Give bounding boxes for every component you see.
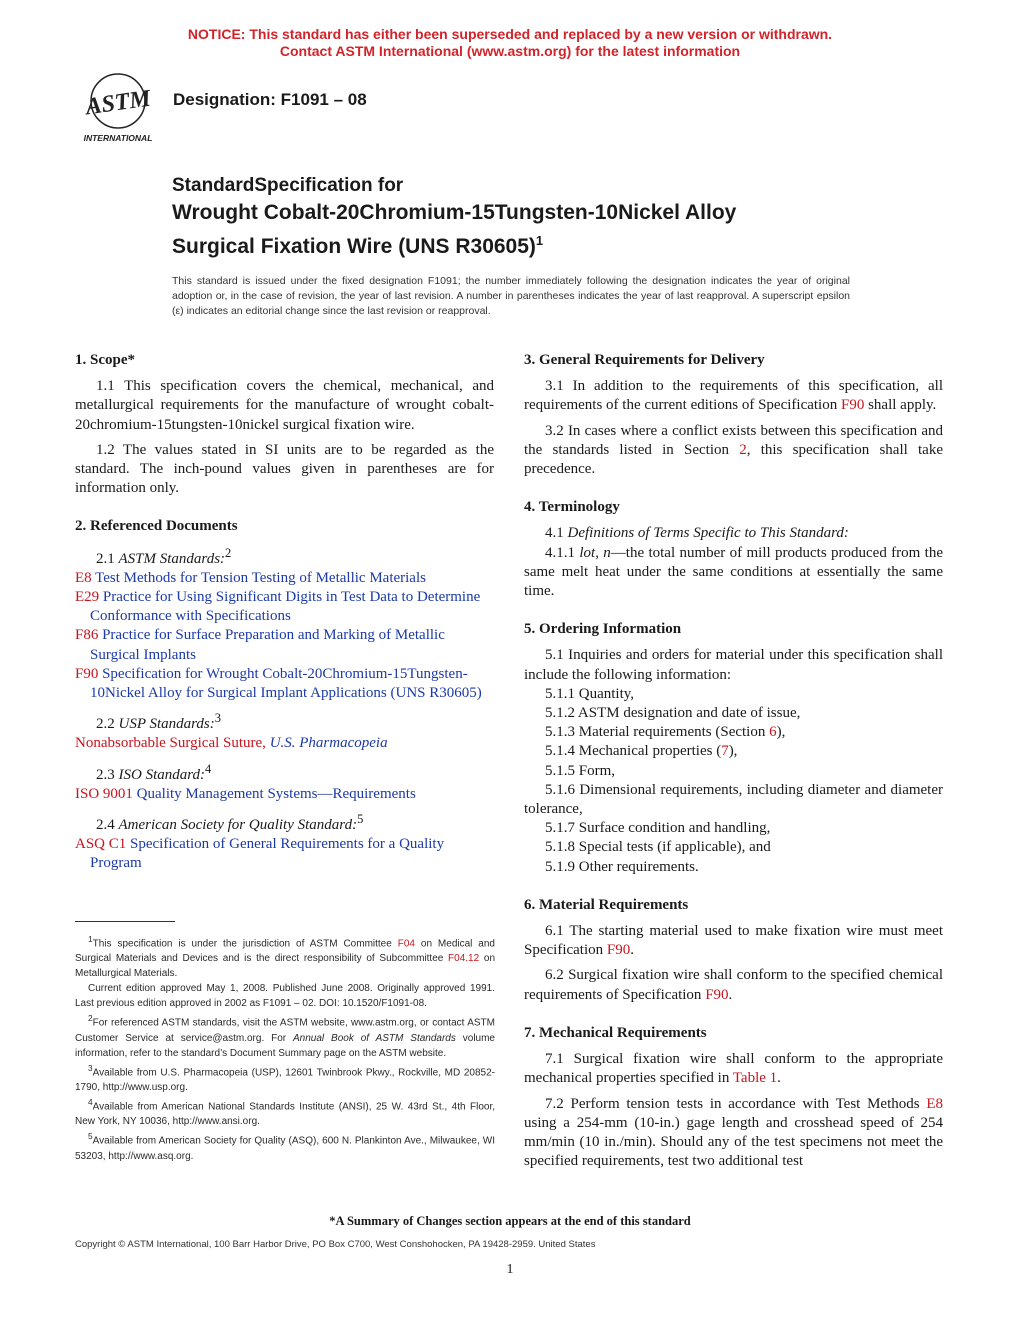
para-6-1 xyxy=(524,922,943,960)
ref-e8-title[interactable]: Test Methods for Tension Testing of Metallic Materials xyxy=(91,569,426,586)
para-6-2-text-b: . xyxy=(728,986,733,1003)
term-lot: lot, n xyxy=(579,544,611,561)
page-number: 1 xyxy=(506,1262,514,1277)
para-7-1-text-b: . xyxy=(777,1070,781,1087)
footnote-ref-5: 5 xyxy=(357,812,364,827)
item-5-1-3-text-a: 5.1.3 Material requirements (Section xyxy=(545,724,770,741)
item-5-1-7: 5.1.7 Surface condition and handling, xyxy=(545,820,771,837)
footnote-1 xyxy=(75,932,495,981)
ref-e29-title[interactable]: Practice for Using Significant Digits in Test Data to Determine Conformance with Specifications xyxy=(90,589,481,625)
ref-asq[interactable] xyxy=(75,835,494,873)
para-2-2 xyxy=(75,709,494,734)
summary-of-changes-note: *A Summary of Changes section appears at the end of this standard xyxy=(329,1214,691,1228)
para-4-1-1-number: 4.1.1 xyxy=(545,544,580,561)
link-f90-3-1[interactable]: F90 xyxy=(840,397,865,414)
ref-asq-code[interactable]: ASQ C1 xyxy=(75,836,127,853)
para-1-2: 1.2 The values stated in SI units are to be regarded as the standard. The inch-pound values given in parentheses are for information only. xyxy=(75,441,494,497)
ref-iso[interactable] xyxy=(75,785,494,804)
ref-usp-source[interactable]: U.S. Pharmacopeia xyxy=(269,735,388,752)
footnote-4 xyxy=(75,1095,495,1129)
para-2-4 xyxy=(75,810,494,835)
para-5-1: 5.1 Inquiries and orders for material under this specification shall include the following information: xyxy=(524,647,943,683)
footnote-ref-3: 3 xyxy=(214,711,222,726)
para-6-2 xyxy=(524,966,943,1004)
para-7-1-text-a: 7.1 Surgical fixation wire shall conform to the appropriate mechanical properties specified in xyxy=(524,1051,943,1087)
withdrawn-notice xyxy=(0,26,1020,60)
link-f90-6-1[interactable]: F90 xyxy=(606,942,631,959)
item-5-1-4 xyxy=(524,742,943,761)
title-line-3-text: Surgical Fixation Wire (UNS R30605) xyxy=(172,235,536,258)
section-6-heading: 6. Material Requirements xyxy=(524,896,689,913)
item-5-1-9: 5.1.9 Other requirements. xyxy=(545,858,699,875)
para-3-1-text-b: shall apply. xyxy=(864,397,937,414)
footnote-2-mark: 2 xyxy=(88,1013,93,1024)
footnote-5 xyxy=(75,1129,495,1163)
section-2-heading: 2. Referenced Documents xyxy=(75,518,238,535)
para-4-1-label: Definitions of Terms Specific to This Standard: xyxy=(567,525,849,542)
issuance-note: This standard is issued under the fixed designation F1091; the number immediately following the designation indicates the year of original adoption or, in the case of revision, the year of last revision. A number in parentheses indicates the year of last reapproval. A superscript epsilon (ε) indicates an editorial change since the last revision or reapproval. xyxy=(172,275,850,317)
item-5-1-2: 5.1.2 ASTM designation and date of issue, xyxy=(545,705,801,722)
astm-logo xyxy=(74,70,162,146)
notice-line-1: NOTICE: This standard has either been superseded and replaced by a new version or withdrawn. xyxy=(187,26,833,42)
link-f04[interactable]: F04 xyxy=(397,938,415,950)
link-section-6[interactable]: 6 xyxy=(769,724,777,741)
para-6-1-text-a: 6.1 The starting material used to make fixation wire must meet Specification xyxy=(524,923,943,959)
ref-f90-code[interactable]: F90 xyxy=(75,665,99,682)
para-6-2-text-a: 6.2 Surgical fixation wire shall conform to the specified chemical requirements of Specification xyxy=(524,967,943,1003)
copyright-line: Copyright © ASTM International, 100 Barr Harbor Drive, PO Box C700, West Conshohocken, PA 19428-2959. United States xyxy=(75,1239,596,1250)
para-2-4-number: 2.4 xyxy=(96,817,119,834)
ref-e29[interactable] xyxy=(75,588,494,626)
link-f04-12[interactable]: F04.12 xyxy=(448,953,480,965)
item-5-1-1: 5.1.1 Quantity, xyxy=(545,685,635,702)
item-5-1-3 xyxy=(524,723,943,742)
footnote-ref-2: 2 xyxy=(225,545,232,560)
para-7-2-text-b: using a 254-mm (10-in.) gage length and crosshead speed of 254 mm/min (10 in./min). Should any of the test specimens not meet the specified requirements, test two additional test xyxy=(524,1114,943,1170)
left-column xyxy=(75,351,494,874)
footnote-divider xyxy=(75,921,175,922)
ref-iso-title[interactable]: Quality Management Systems—Requirements xyxy=(132,785,416,802)
para-2-3 xyxy=(75,760,494,785)
para-7-1 xyxy=(524,1050,943,1088)
footnote-1-edition: Current edition approved May 1, 2008. Published June 2008. Originally approved 1991. Last previous edition approved in 2002 as F1091 – 02. DOI: 10.1520/F1091-08. xyxy=(75,983,495,1010)
ref-f86-title[interactable]: Practice for Surface Preparation and Marking of Metallic Surgical Implants xyxy=(90,627,445,663)
para-2-1 xyxy=(75,544,494,569)
section-7-heading: 7. Mechanical Requirements xyxy=(524,1024,707,1041)
link-e8[interactable]: E8 xyxy=(926,1095,943,1112)
item-5-1-5: 5.1.5 Form, xyxy=(545,762,616,779)
para-2-3-label: ISO Standard: xyxy=(118,766,206,783)
ref-usp-title[interactable]: Nonabsorbable Surgical Suture, xyxy=(75,735,270,752)
section-1-heading: 1. Scope* xyxy=(75,352,135,368)
ref-e29-code[interactable]: E29 xyxy=(75,589,100,606)
title-line-1: StandardSpecification for xyxy=(172,175,404,196)
footnote-4-text: Available from American National Standards Institute (ANSI), 25 W. 43rd St., 4th Floor, New York, NY 10036, http://www.ansi.org. xyxy=(75,1101,495,1128)
para-7-2 xyxy=(524,1095,943,1172)
title-footnote-mark: 1 xyxy=(535,233,544,248)
footnote-4-mark: 4 xyxy=(88,1096,93,1107)
footnote-ref-4: 4 xyxy=(205,761,212,776)
notice-line-2: Contact ASTM International (www.astm.org) for the latest information xyxy=(279,43,741,59)
footnote-1-text-a: This specification is under the jurisdiction of ASTM Committee xyxy=(92,938,398,950)
logo-text: ASTM xyxy=(83,85,153,121)
para-2-1-number: 2.1 xyxy=(96,550,119,567)
footnote-1-text-b: on Medical and Surgical Materials and Devices and is the direct responsibility of Subcommittee xyxy=(75,938,495,965)
term-lot-definition: —the total number of mill products produced from the same melt heat under the same conditions at essentially the same time. xyxy=(524,544,944,600)
para-2-1-label: ASTM Standards: xyxy=(118,550,226,567)
footnote-2 xyxy=(75,1011,495,1060)
ref-iso-code[interactable]: ISO 9001 xyxy=(75,785,133,802)
para-7-2-text-a: 7.2 Perform tension tests in accordance with Test Methods xyxy=(545,1095,927,1112)
link-section-7[interactable]: 7 xyxy=(721,743,729,760)
para-6-1-text-b: . xyxy=(630,942,634,959)
para-3-2-text-b: , this specification shall take precedence. xyxy=(524,441,944,478)
para-4-1 xyxy=(524,524,943,543)
designation: Designation: F1091 – 08 xyxy=(173,90,367,109)
para-3-2 xyxy=(524,422,943,480)
section-3-heading: 3. General Requirements for Delivery xyxy=(524,352,765,368)
item-5-1-6: 5.1.6 Dimensional requirements, including diameter and diameter tolerance, xyxy=(524,781,943,818)
right-column xyxy=(524,351,943,1171)
footnote-5-text: Available from American Society for Quality (ASQ), 600 N. Plankinton Ave., Milwaukee, WI 53203, http://www.asq.org. xyxy=(75,1135,495,1162)
ref-f90-title[interactable]: Specification for Wrought Cobalt-20Chromium-15Tungsten-10Nickel Alloy for Surgical Implant Applications (UNS R30605) xyxy=(90,665,482,702)
footnote-1-mark: 1 xyxy=(88,934,93,944)
footnote-3 xyxy=(75,1061,495,1095)
ref-e8-code[interactable]: E8 xyxy=(75,569,92,586)
footnote-2-text-a: For referenced ASTM standards, visit the ASTM website, www.astm.org, or contact ASTM Customer Service at service@astm.org. For xyxy=(75,1017,495,1044)
footnote-3-mark: 3 xyxy=(88,1062,93,1073)
para-2-2-label: USP Standards: xyxy=(118,716,215,733)
link-table-1[interactable]: Table 1 xyxy=(732,1070,778,1087)
section-5-heading: 5. Ordering Information xyxy=(524,621,682,638)
footnotes xyxy=(75,932,495,1164)
para-4-1-number: 4.1 xyxy=(545,525,568,542)
ref-f86-code[interactable]: F86 xyxy=(75,627,99,644)
item-5-1-4-text-a: 5.1.4 Mechanical properties ( xyxy=(545,743,722,760)
item-5-1-3-text-b: ), xyxy=(776,724,786,741)
para-3-2-text-a: 3.2 In cases where a conflict exists between this specification and the standards listed in Section xyxy=(524,422,943,458)
para-2-2-number: 2.2 xyxy=(96,716,119,733)
ref-usp[interactable] xyxy=(75,734,494,753)
ref-f86[interactable] xyxy=(75,626,494,664)
logo-subtitle: INTERNATIONAL xyxy=(83,133,153,143)
title-line-2: Wrought Cobalt-20Chromium-15Tungsten-10Nickel Alloy xyxy=(172,201,737,224)
item-5-1-8: 5.1.8 Special tests (if applicable), and xyxy=(545,839,771,856)
item-5-1-4-text-b: ), xyxy=(728,743,738,760)
ref-asq-title[interactable]: Specification of General Requirements for a Quality Program xyxy=(90,836,445,872)
para-1-1: 1.1 This specification covers the chemical, mechanical, and metallurgical requirements for the manufacture of wrought cobalt-20chromium-15tungsten-10nickel surgical fixation wire. xyxy=(75,378,494,433)
footnote-2-book: Annual Book of ASTM Standards xyxy=(293,1032,456,1044)
link-section-2[interactable]: 2 xyxy=(739,441,747,458)
para-4-1-1 xyxy=(524,544,943,602)
footnote-3-text: Available from U.S. Pharmacopeia (USP), 12601 Twinbrook Pkwy., Rockville, MD 20852-1790, http://www.usp.org. xyxy=(75,1066,495,1093)
ref-f90[interactable] xyxy=(75,665,494,703)
section-4-heading: 4. Terminology xyxy=(524,499,620,516)
ref-e8[interactable] xyxy=(75,569,494,588)
footnote-1-text-c: on Metallurgical Materials. xyxy=(75,953,496,980)
title-line-3 xyxy=(172,227,736,261)
para-3-1-text-a: 3.1 In addition to the requirements of this specification, all requirements of the current editions of Specification xyxy=(524,378,943,414)
link-f90-6-2[interactable]: F90 xyxy=(705,986,729,1003)
document-title xyxy=(172,173,736,261)
para-2-3-number: 2.3 xyxy=(96,766,119,783)
para-2-4-label: American Society for Quality Standard: xyxy=(118,817,358,834)
footnote-2-text-b: volume information, refer to the standard’s Document Summary page on the ASTM website. xyxy=(75,1032,495,1059)
footnote-5-mark: 5 xyxy=(88,1131,93,1142)
para-3-1 xyxy=(524,377,943,415)
